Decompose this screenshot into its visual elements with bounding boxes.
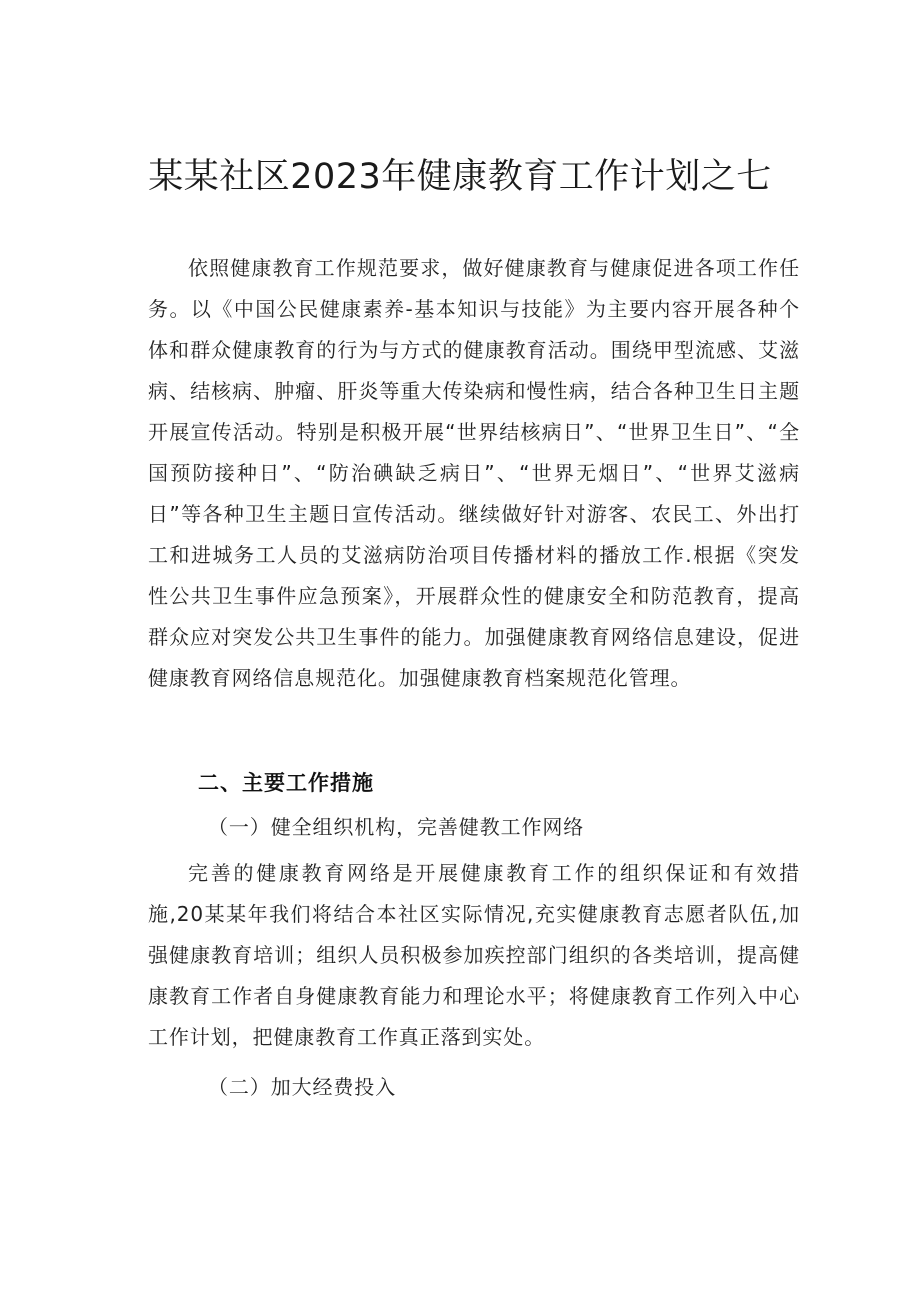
subsection-heading-2: （二）加大经费投入 (208, 1075, 397, 1099)
section-heading: 二、主要工作措施 (198, 771, 374, 795)
intro-paragraph: 依照健康教育工作规范要求，做好健康教育与健康促进各项工作任务。以《中国公民健康素养-基本知识与技能》为主要内容开展各种个体和群众健康教育的行为与方式的健康教育活动。围绕甲型流感、艾滋病、结核病、肿瘤、肝炎等重大传染病和慢性病，结合各种卫生日主题开展宣传活动。特别是积极开展“世界结核病日”、“世界卫生日”、“全国预防接种日”、“防治碘缺乏病日”、“世界无烟日”、“世界艾滋病日”等各种卫生主题日宣传活动。继续做好针对游客、农民工、外出打工和进城务工人员的艾滋病防治项目传播材料的播放工作.根据《突发性公共卫生事件应急预案》，开展群众性的健康安全和防范教育，提高群众应对突发公共卫生事件的能力。加强健康教育网络信息建设，促进健康教育网络信息规范化。加强健康教育档案规范化管理。 (148, 256, 800, 690)
subsection-heading-1: （一）健全组织机构，完善健教工作网络 (208, 815, 585, 839)
network-paragraph: 完善的健康教育网络是开展健康教育工作的组织保证和有效措施,20某某年我们将结合本社区实际情况,充实健康教育志愿者队伍,加强健康教育培训；组织人员积极参加疾控部门组织的各类培训，提高健康教育工作者自身健康教育能力和理论水平；将健康教育工作列入中心工作计划，把健康教育工作真正落到实处。 (148, 861, 800, 1049)
document-title: 某某社区2023年健康教育工作计划之七 (148, 157, 772, 197)
